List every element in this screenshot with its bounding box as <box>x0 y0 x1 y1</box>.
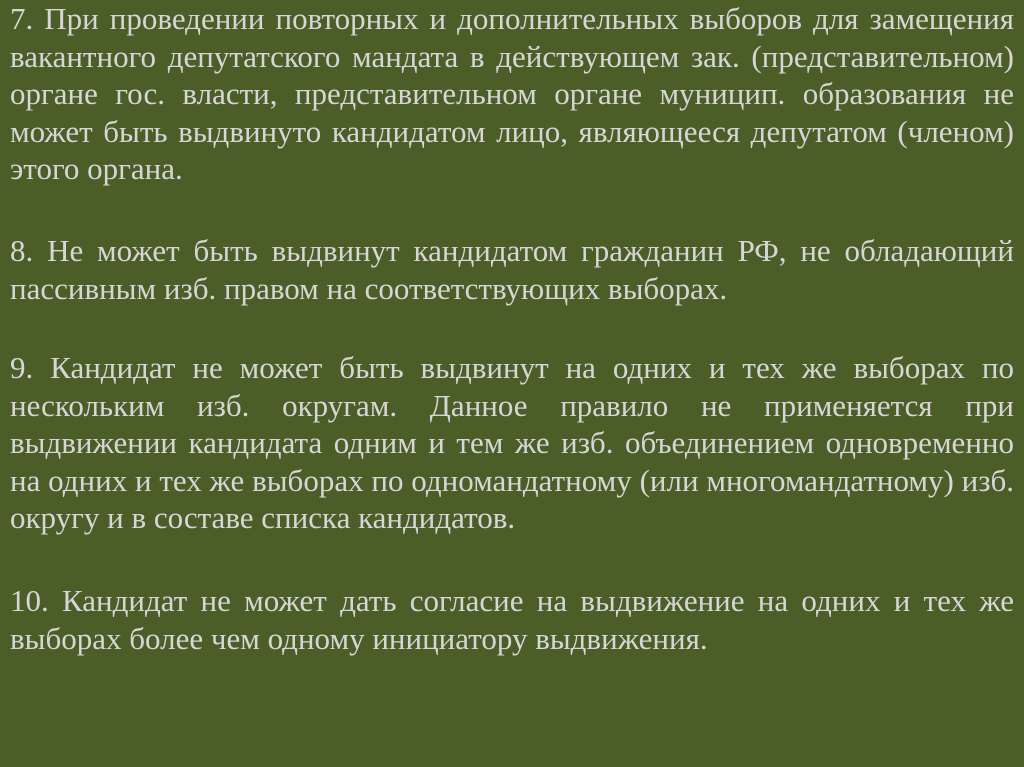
paragraph-10: 10. Кандидат не может дать согласие на выдвижение на одних и тех же выборах более чем одному инициатору выдвижения. <box>10 583 1014 656</box>
paragraph-7: 7. При проведении повторных и дополнительных выборов для замещения вакантного депутатского мандата в действующем зак. (представительном) органе гос. власти, представительном органе муницип. образования не может быть выдвинуто кандидатом лицо, являющееся депутатом (членом) этого органа. <box>10 1 1014 186</box>
paragraph-9: 9. Кандидат не может быть выдвинут на одних и тех же выборах по нескольким изб. округам. Данное правило не применяется при выдвижении кандидата одним и тем же изб. объединением одновременно на одних и тех же выборах по одномандатному (или многомандатному) изб. округу и в составе списка кандидатов. <box>10 350 1014 535</box>
paragraph-8: 8. Не может быть выдвинут кандидатом гражданин РФ, не обладающий пассивным изб. правом на соответствующих выборах. <box>10 233 1014 306</box>
